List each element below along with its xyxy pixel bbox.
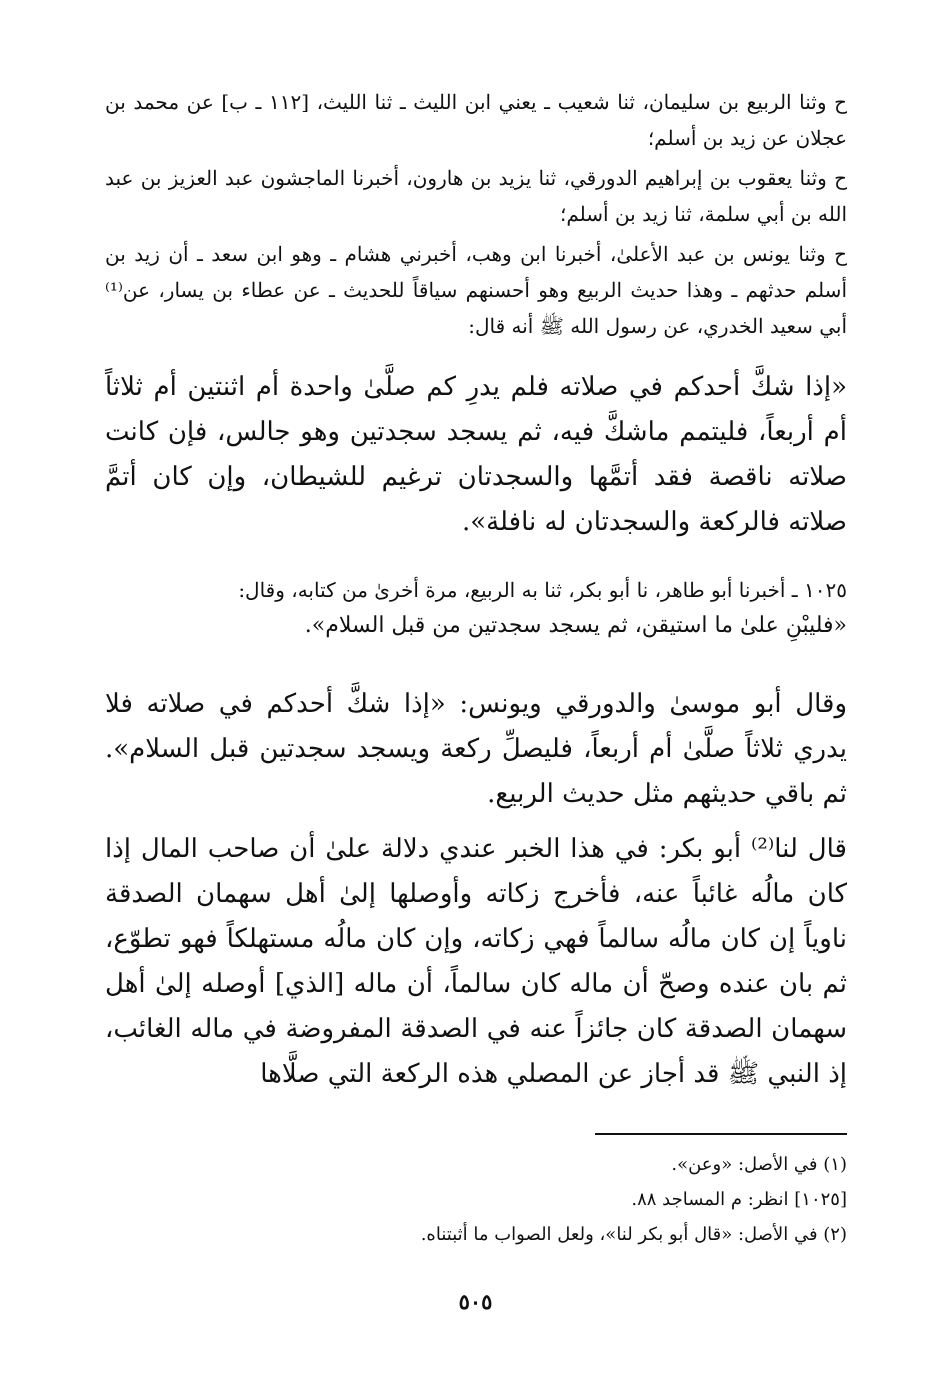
author-commentary: قال لنا⁽²⁾ أبو بكر: في هذا الخبر عندي دلالة علىٰ أن صاحب المال إذا كان مالُه غائباً عنه، فأخرج زكاته وأوصلها إلىٰ أهل سهمان الصدقة ناوياً إن كان مالُه سالماً فهي زكاته، وإن كان مالُه مستهلكاً فهو تطوّع، ثم بان عنده وصحّ أن ماله كان سالماً، أن ماله [الذي] أوصله إلىٰ أهل سهمان الصدقة كان جائزاً عنه في الصدقة المفروضة في ماله الغائب، إذ النبي ﷺ قد أجاز عن المصلي هذه الركعة التي صلَّاها bbox=[105, 834, 847, 1089]
isnad-chain-section bbox=[105, 84, 847, 344]
hadith-1025-chain: ١٠٢٥ ـ أخبرنا أبو طاهر، نا أبو بكر، ثنا به الربيع، مرة أخرىٰ من كتابه، وقال: bbox=[238, 578, 847, 602]
footnote-1025-reference: [١٠٢٥] انظر: م المساجد ٨٨. bbox=[631, 1189, 847, 1210]
footnote-2: (٢) في الأصل: «قال أبو بكر لنا»، ولعل الصواب ما أثبتناه. bbox=[420, 1224, 847, 1245]
page-number: ٥٠٥ bbox=[458, 1289, 493, 1314]
footnote-separator bbox=[595, 1133, 847, 1135]
main-hadith-text: «إذا شكَّ أحدكم في صلاته فلم يدرِ كم صلَّىٰ واحدة أم اثنتين أم ثلاثاً أم أربعاً، فليتمم ماشكَّ فيه، ثم يسجد سجدتين وهو جالس، فإن كانت صلاته ناقصة فقد أتمَّها والسجدتان ترغيم للشيطان، وإن كان أتمَّ صلاته فالركعة والسجدتان له نافلة». bbox=[105, 372, 847, 537]
variant-narration: وقال أبو موسىٰ والدورقي ويونس: «إذا شكَّ أحدكم في صلاته فلا يدري ثلاثاً صلَّىٰ أم أربعاً، فليصلِّ ركعة ويسجد سجدتين قبل السلام». ثم باقي حديثهم مثل حديث الربيع. bbox=[105, 689, 847, 809]
hadith-1025-section bbox=[105, 572, 847, 644]
isnad-paragraph-3: ح وثنا يونس بن عبد الأعلىٰ، أخبرنا ابن وهب، أخبرني هشام ـ وهو ابن سعد ـ أن زيد بن أسلم حدثهم ـ وهذا حديث الربيع وهو أحسنهم سياقاً للحديث ـ عن عطاء بن يسار، عن⁽¹⁾ أبي سعيد الخدري، عن رسول الله ﷺ أنه قال: bbox=[105, 242, 847, 338]
footnote-1: (١) في الأصل: «وعن». bbox=[671, 1154, 847, 1175]
isnad-paragraph-2: ح وثنا يعقوب بن إبراهيم الدورقي، ثنا يزيد بن هارون، أخبرنا الماجشون عبد العزيز بن عبد الله بن أبي سلمة، ثنا زيد بن أسلم؛ bbox=[105, 166, 847, 226]
footnotes-section bbox=[105, 1147, 847, 1252]
isnad-paragraph-1: ح وثنا الربيع بن سليمان، ثنا شعيب ـ يعني ابن الليث ـ ثنا الليث، [١١٢ ـ ب] عن محمد بن عجلان عن زيد بن أسلم؛ bbox=[105, 90, 847, 150]
hadith-1025-text: «فليبْنِ علىٰ ما استيقن، ثم يسجد سجدتين من قبل السلام». bbox=[304, 613, 847, 638]
